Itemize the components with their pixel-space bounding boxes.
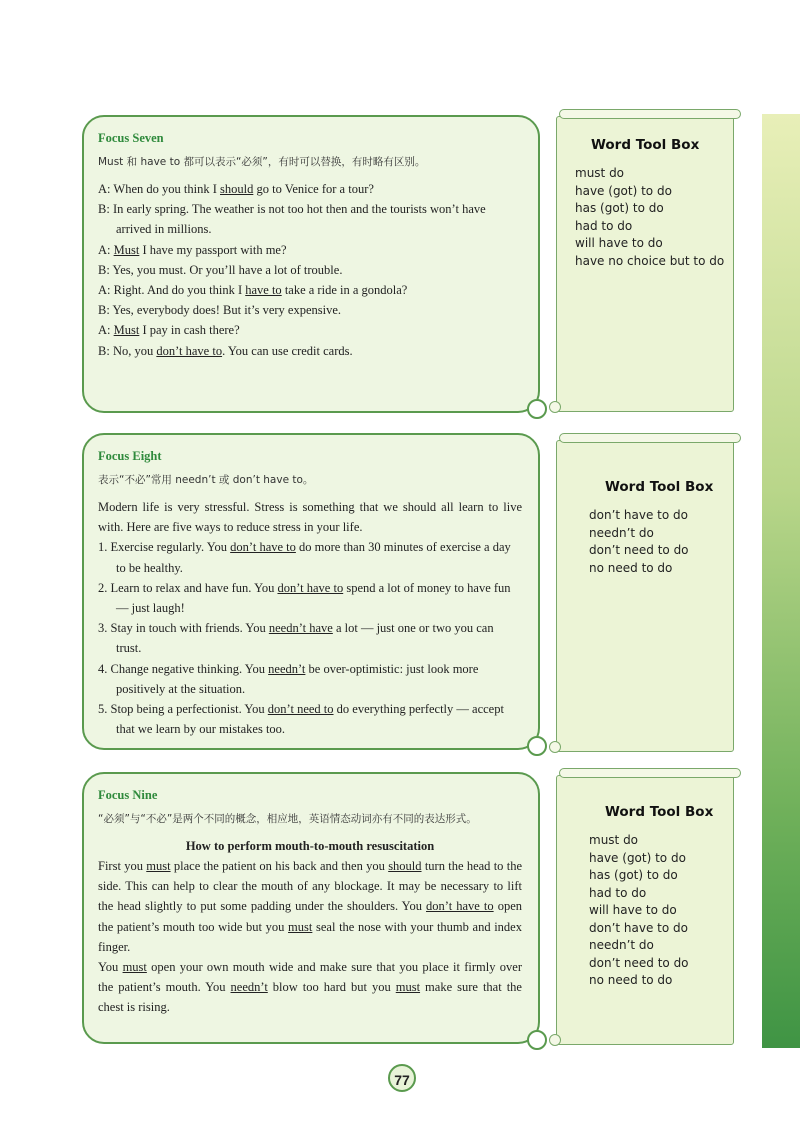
dialogue xyxy=(98,179,522,361)
word-tool-box-item: don’t have to do xyxy=(589,920,688,935)
focus-eight-note: 表示“不必”常用 needn’t 或 don’t have to。 xyxy=(98,474,314,486)
underlined-modal: must xyxy=(122,960,147,975)
underlined-modal: needn’t xyxy=(230,980,268,995)
focus-seven-box xyxy=(82,115,540,413)
word-tool-box-item: don’t need to do xyxy=(589,543,689,557)
text-segment: a lot — just one or two you can trust. xyxy=(116,621,494,656)
page-number: 77 xyxy=(388,1064,416,1092)
stress-tips-list xyxy=(98,537,522,739)
item-number: 2. xyxy=(98,580,111,595)
text-segment: blow too hard but you xyxy=(267,980,396,995)
underlined-modal: needn’t have xyxy=(268,621,333,636)
text-segment: Yes, you must. Or you’ll have a lot of trouble. xyxy=(112,262,343,277)
text-segment: Stay in touch with friends. You xyxy=(110,621,269,636)
focus-seven-title: Focus Seven xyxy=(98,131,164,145)
text-segment: seal the nose with your thumb and index finger. xyxy=(98,919,522,954)
speaker-label: A: xyxy=(98,242,114,257)
tip-item xyxy=(98,537,522,577)
focus-seven-note: Must 和 have to 都可以表示“必须”，有时可以替换，有时略有区别。 xyxy=(98,156,426,168)
item-number: 1. xyxy=(98,540,111,555)
text-segment: Stop being a perfectionist. You xyxy=(110,702,268,717)
text-segment: Exercise regularly. You xyxy=(110,540,231,555)
word-tool-box-list xyxy=(589,507,725,577)
underlined-modal: Must xyxy=(113,323,140,338)
word-tool-box-item: have (got) to do xyxy=(575,183,672,198)
tip-item xyxy=(98,578,522,618)
dialogue-line xyxy=(98,240,522,260)
text-segment: When do you think I xyxy=(113,182,220,196)
underlined-modal: don’t have to xyxy=(156,343,223,358)
word-tool-box-item: had to do xyxy=(589,885,647,900)
underlined-modal: should xyxy=(220,182,254,196)
item-number: 3. xyxy=(98,621,111,636)
tip-item xyxy=(98,699,522,739)
item-number: 4. xyxy=(98,661,111,676)
word-tool-box-item: will have to do xyxy=(589,903,677,917)
resuscitation-paragraph-1 xyxy=(98,856,522,957)
word-tool-box-item: will have to do xyxy=(575,236,663,250)
underlined-modal: must xyxy=(288,919,313,934)
focus-eight-title: Focus Eight xyxy=(98,449,162,463)
text-segment: I pay in cash there? xyxy=(139,323,240,338)
word-tool-box-title: Word Tool Box xyxy=(605,804,714,820)
underlined-modal: Must xyxy=(113,242,140,257)
word-tool-box-item: have (got) to do xyxy=(589,850,686,865)
tip-item xyxy=(98,618,522,658)
word-tool-box-item: have no choice but to do xyxy=(575,253,725,268)
speaker-label: B: xyxy=(98,343,113,358)
word-tool-box-item: has (got) to do xyxy=(589,868,678,882)
resuscitation-paragraph-2 xyxy=(98,957,522,1018)
focus-nine-note: “必须”与“不必”是两个不同的概念，相应地，英语情态动词亦有不同的表达形式。 xyxy=(98,813,477,825)
underlined-modal: must xyxy=(395,980,421,995)
underlined-modal: should xyxy=(388,859,422,873)
word-tool-box-item: no need to do xyxy=(589,560,673,575)
speaker-label: A: xyxy=(98,182,114,196)
focus-eight-intro: Modern life is very stressful. Stress is something that we should all learn to live with. Here are five ways to reduce stress in your life. xyxy=(98,500,522,535)
focus-nine-title: Focus Nine xyxy=(98,788,158,802)
text-segment: In early spring. The weather is not too hot then and the tourists won’t have arrived in millions. xyxy=(112,202,486,237)
word-tool-box-item: don’t need to do xyxy=(589,955,689,970)
underlined-modal: don’t have to xyxy=(426,899,494,914)
speaker-label: B: xyxy=(98,303,113,318)
text-segment: be over-optimistic: just look more positively at the situation. xyxy=(116,661,479,696)
text-segment: do everything perfectly — accept that we learn by our mistakes too. xyxy=(116,702,504,737)
word-tool-box-item: must do xyxy=(589,833,639,847)
text-segment: turn the head to the side. This can help to clear the mouth of any blockage. It may be necessary to lift the head slightly to put some padding under the shoulders. You xyxy=(98,859,522,914)
word-tool-box-title: Word Tool Box xyxy=(591,137,700,153)
underlined-modal: have to xyxy=(245,283,282,298)
word-tool-box-item: has (got) to do xyxy=(575,201,664,215)
text-segment: Yes, everybody does! But it’s very expensive. xyxy=(112,303,342,318)
text-segment: place the patient on his back and then you xyxy=(170,859,389,873)
resuscitation-heading: How to perform mouth-to-mouth resuscitation xyxy=(185,839,435,853)
word-tool-box-item: don’t have to do xyxy=(589,508,688,522)
underlined-modal: needn’t xyxy=(268,661,306,676)
word-tool-box-seven xyxy=(556,116,734,412)
word-tool-box-title: Word Tool Box xyxy=(605,479,714,495)
word-tool-box-list xyxy=(575,165,725,270)
dialogue-line xyxy=(98,280,522,300)
dialogue-line xyxy=(98,260,522,280)
speaker-label: B: xyxy=(98,262,113,277)
word-tool-box-item: needn’t do xyxy=(589,938,654,952)
green-side-tab xyxy=(762,114,800,1048)
text-segment: . You can use credit cards. xyxy=(222,343,353,358)
text-segment: Right. And do you think I xyxy=(113,283,246,298)
tip-item xyxy=(98,659,522,699)
word-tool-box-item: needn’t do xyxy=(589,525,654,540)
dialogue-line xyxy=(98,300,522,320)
dialogue-line xyxy=(98,341,522,361)
word-tool-box-eight xyxy=(556,440,734,752)
text-segment: No, you xyxy=(112,343,157,358)
item-number: 5. xyxy=(98,702,111,717)
speaker-label: A: xyxy=(98,283,114,298)
focus-nine-box xyxy=(82,772,540,1044)
text-segment: I have my passport with me? xyxy=(139,242,287,257)
text-segment: Change negative thinking. You xyxy=(110,661,269,676)
underlined-modal: don’t have to xyxy=(230,540,296,555)
text-segment: go to Venice for a tour? xyxy=(253,182,374,196)
text-segment: make sure that the chest is rising. xyxy=(98,980,522,1015)
dialogue-line xyxy=(98,199,522,239)
dialogue-line xyxy=(98,320,522,340)
word-tool-box-item: had to do xyxy=(575,218,633,233)
underlined-modal: don’t have to xyxy=(277,580,344,595)
word-tool-box-nine xyxy=(556,775,734,1045)
dialogue-line xyxy=(98,179,522,199)
word-tool-box-item: no need to do xyxy=(589,973,673,987)
text-segment: spend a lot of money to have fun — just laugh! xyxy=(116,580,511,616)
text-segment: Learn to relax and have fun. You xyxy=(110,580,278,595)
speaker-label: A: xyxy=(98,323,114,338)
underlined-modal: don’t need to xyxy=(267,702,334,717)
text-segment: open your own mouth wide and make sure that you place it firmly over the patient’s mouth. You xyxy=(98,960,522,995)
underlined-modal: must xyxy=(146,859,171,873)
text-segment: open the patient’s mouth too wide but you xyxy=(98,899,522,934)
text-segment: First you xyxy=(98,859,147,873)
word-tool-box-item: must do xyxy=(575,166,625,180)
text-segment: You xyxy=(98,960,123,975)
text-segment: do more than 30 minutes of exercise a day to be healthy. xyxy=(116,540,511,575)
speaker-label: B: xyxy=(98,202,113,217)
word-tool-box-list xyxy=(589,832,725,990)
focus-eight-box xyxy=(82,433,540,750)
text-segment: take a ride in a gondola? xyxy=(281,283,408,298)
